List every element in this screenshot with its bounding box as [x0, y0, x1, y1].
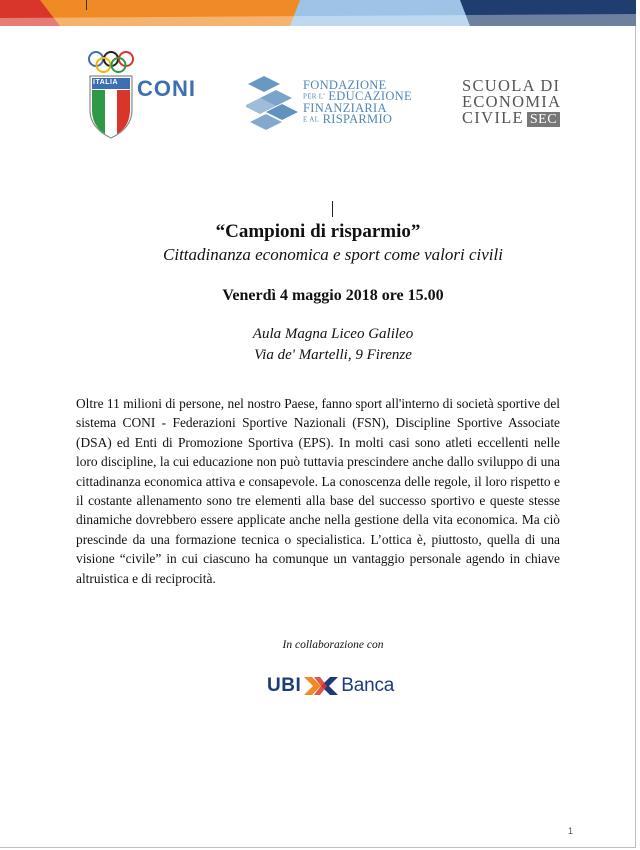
coni-wordmark: CONI	[137, 76, 196, 101]
event-title: “Campioni di risparmio”	[215, 221, 421, 242]
collaboration-label: In collaborazione con	[282, 639, 384, 651]
feduf-line-3: FINANZIARIA	[303, 100, 387, 115]
event-date: Venerdì 4 maggio 2018 ore 15.00	[222, 287, 444, 304]
banca-wordmark: Banca	[341, 675, 395, 696]
ubi-banca-logo	[267, 674, 394, 698]
event-subtitle: Cittadinanza economica e sport come valori civili	[163, 245, 503, 264]
body-paragraph: Oltre 11 milioni di persone, nel nostro Paese, fanno sport all'interno di società sportive del sistema CONI - Federazioni Sportive Nazionali (FSN), Discipline Sportive Associate (DSA) ed Enti di Promozione Sportiva (EPS). In molti casi sono atleti eccellenti nelle loro discipline, la cui educazione non può tuttavia prescindere anche dallo sviluppo di una cittadinanza economica attiva e consapevole. La conoscenza delle regole, il loro rispetto e il costante allenamento sono tre elementi alla base del successo sportivo e queste stesse dinamiche dovrebbero essere applicate anche nella gestione della vita economica. Ma ciò prescinde da una formazione tecnica o specialistica. L’ottica è, piuttosto, quella di una visione “civile” in cui ciascuno ha comunque un vantaggio personale agendo in chiave altruistica e di reciprocità.	[76, 396, 560, 586]
text-cursor-top	[86, 0, 87, 10]
top-color-stripe	[0, 0, 636, 26]
text-cursor	[332, 201, 333, 217]
venue-line-2: Via de' Martelli, 9 Firenze	[254, 347, 412, 363]
sec-badge: SEC	[527, 112, 560, 127]
sec-line-2: ECONOMIA	[462, 92, 562, 111]
ubi-wordmark: UBI	[267, 675, 302, 696]
feduf-line-4: E AL RISPARMIO	[303, 111, 393, 126]
olympic-rings-icon	[89, 52, 133, 72]
feduf-line-1: FONDAZIONE	[303, 78, 387, 92]
feduf-line-2: PER L' EDUCAZIONE	[303, 89, 412, 103]
sec-line-1: SCUOLA DI	[462, 76, 561, 95]
event-venue	[0, 324, 640, 366]
feduf-wordmark	[303, 80, 412, 125]
sec-line-3: CIVILE SEC	[462, 110, 561, 127]
venue-line-1: Aula Magna Liceo Galileo	[252, 326, 414, 342]
ubi-arrows-icon	[303, 676, 339, 696]
page-number: 1	[568, 826, 574, 836]
sec-logo	[462, 78, 561, 127]
coni-shield-text: ITALIA	[93, 79, 119, 86]
feduf-logo-mark	[246, 74, 306, 132]
